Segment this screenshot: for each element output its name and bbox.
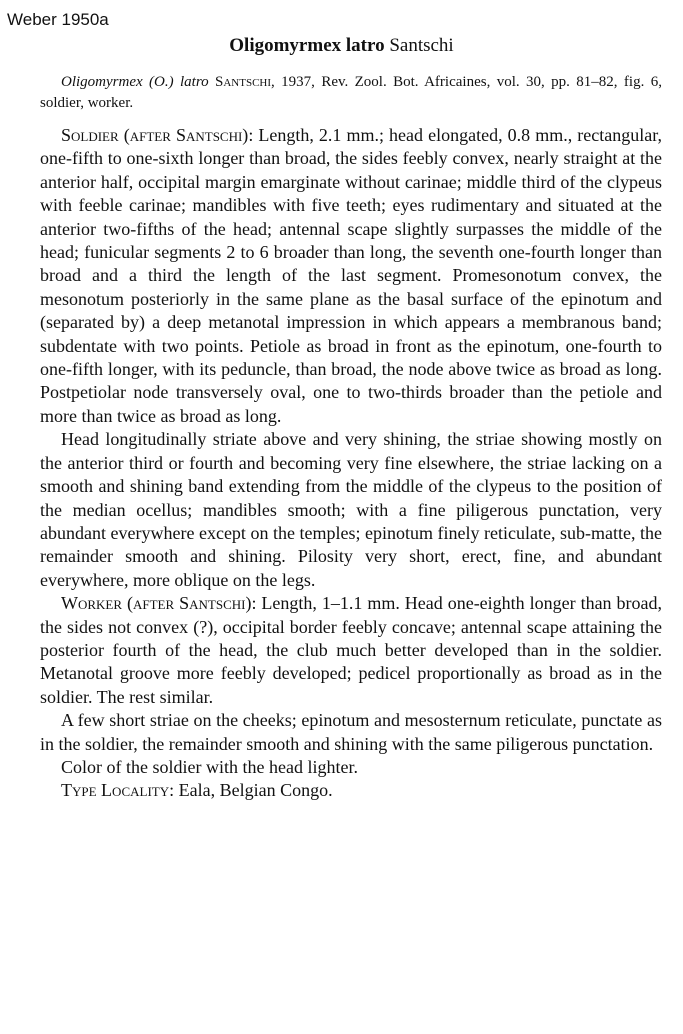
paragraph-color: Color of the soldier with the head lighter. <box>61 756 358 777</box>
worker-heading: Worker (after Santschi) <box>61 593 252 614</box>
title-species-name: Oligomyrmex latro <box>229 35 385 56</box>
type-locality-text: : Eala, Belgian Congo. <box>169 780 333 801</box>
citation-name: Oligomyrmex (O.) latro <box>61 74 209 90</box>
worker-text: : Length, 1–1.1 mm. Head one-eighth longer than broad, the sides not convex (?), occipital border feebly concave; antennal scape attaining the posterior fourth of the head, the club much better developed than in the soldier. Metanotal groove more feebly developed; pedicel proportionally as broad as in the soldier. The rest similar. <box>40 593 662 707</box>
citation-rest: , 1937, Rev. Zool. Bot. Africaines, vol. 30, pp. 81–82, fig. 6, soldier, worker. <box>40 74 662 111</box>
citation <box>40 72 662 114</box>
source-tag: Weber 1950a <box>7 10 109 29</box>
article-body <box>40 124 662 803</box>
paragraph-soldier <box>40 124 662 428</box>
page-title <box>0 35 683 57</box>
title-author: Santschi <box>389 35 454 56</box>
citation-author: Santschi <box>215 74 272 90</box>
soldier-text: : Length, 2.1 mm.; head elongated, 0.8 mm., rectangular, one-fifth to one-sixth longer than broad, the sides feebly convex, nearly straight at the anterior half, occipital margin emarginate without carinae; middle third of the clypeus with feeble carinae; mandibles with five teeth; eyes rudimentary and situated at the anterior two-fifths of the head; antennal scape slightly surpasses the middle of the head; funicular segments 2 to 6 broader than long, the seventh one-fourth longer than broad and a third the length of the last segment. Promesonotum convex, the mesonotum posteriorly in the same plane as the basal surface of the epinotum and (separated by) a deep metanotal impression in which appears a membranous band; subdentate with two points. Petiole as broad in front as the epinotum, one-fourth to one-fifth longer, with its peduncle, than broad, the node above twice as broad as long. Postpetiolar node transversely oval, one to two-thirds broader than the petiole and more than twice as broad as long. <box>40 125 662 426</box>
paragraph-type-locality <box>40 779 662 802</box>
paragraph-worker <box>40 592 662 709</box>
paragraph-worker-sculpture: A few short striae on the cheeks; epinotum and mesosternum reticulate, punctate as in the soldier, the remainder smooth and shining with the same piligerous punctation. <box>40 710 662 754</box>
soldier-heading: Soldier (after Santschi) <box>61 125 249 145</box>
paragraph-sculpture: Head longitudinally striate above and very shining, the striae showing mostly on the anterior third or fourth and becoming very fine elsewhere, the striae lacking on a smooth and shining band extending from the middle of the clypeus to the position of the median ocellus; mandibles smooth; with a fine piligerous punctation, very abundant everywhere except on the temples; epinotum finely reticulate, sub-matte, the remainder smooth and shining. Pilosity very short, erect, fine, and abundant everywhere, more oblique on the legs. <box>40 429 662 590</box>
type-locality-heading: Type Locality <box>61 780 170 801</box>
